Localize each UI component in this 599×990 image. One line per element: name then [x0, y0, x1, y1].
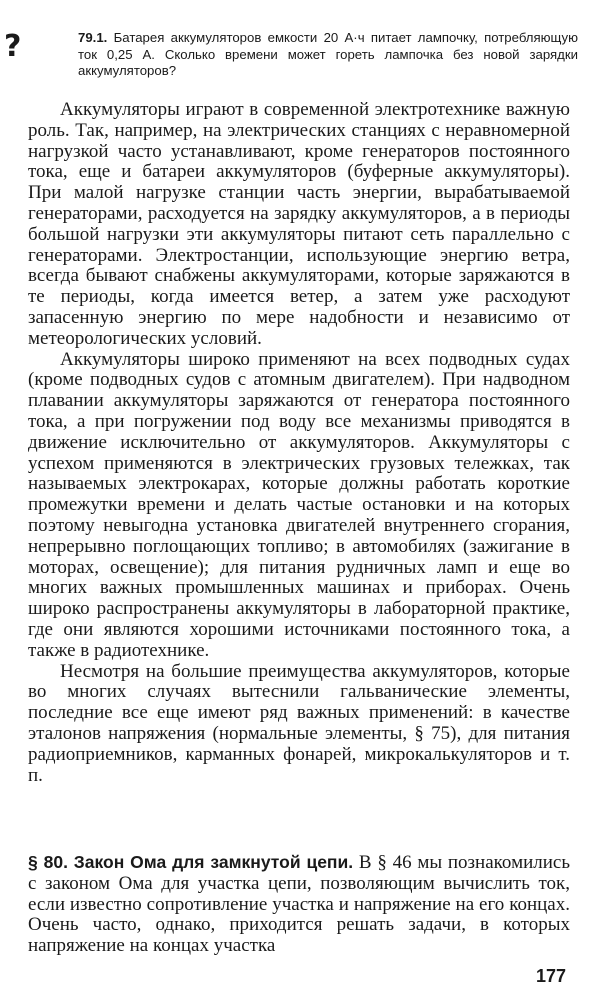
- problem-number: 79.1.: [78, 30, 108, 45]
- problem-block: [0, 30, 599, 90]
- problem-text: [78, 30, 578, 80]
- paragraph-2: Аккумуляторы широко применяют на всех подводных судах (кроме подводных судов с атомным двигателем). При надводном плавании аккумуляторы заряжаются от генератора постоянного тока, а при погружении под воду все механизмы приводятся в движение исключительно от аккумуляторов. Аккумуляторы с успехом применяются в электрических грузовых тележках, так называемых электрокарах, которые должны работать короткие промежутки времени и делать частые остановки и на которых поэтому невыгодна установка двигателей внутреннего сгорания, непрерывно поглощающих топливо; в автомобилях (зажигание в моторах, освещение); для питания рудничных ламп и еще во многих важных промышленных машинах и приборах. Очень широко распространены аккумуляторы в лабораторной практике, где они являются хорошими источниками постоянного тока, а также в радиотехнике.: [28, 348, 570, 661]
- section-text: В § 46 мы познакомились с законом Ома для участка цепи, позволяющим вычислить ток, если известно сопротивление участка и напряжение на его концах. Очень часто, однако, приходится решать задачи, в которых напряжение на концах участка: [28, 852, 571, 957]
- problem-statement: Батарея аккумуляторов емкости 20 А·ч питает лампочку, потребляющую ток 0,25 А. Сколько времени может гореть лампочка без новой зарядки аккумуляторов?: [78, 30, 578, 79]
- paragraph-3: Несмотря на большие преимущества аккумуляторов, которые во многих случаях вытеснили гальванические элементы, последние все еще имеют ряд важных применений: в качестве эталонов напряжения (нормальные элементы, § 75), для питания радиоприемников, карманных фонарей, микрокалькуляторов и т. п.: [28, 660, 570, 786]
- section-80: [28, 852, 570, 957]
- question-mark-icon: ?: [4, 29, 22, 64]
- page-number: 177: [536, 966, 567, 986]
- section-heading: § 80. Закон Ома для замкнутой цепи.: [28, 852, 354, 872]
- main-text: [28, 100, 570, 786]
- paragraph-1: Аккумуляторы играют в современной электротехнике важную роль. Так, например, на электрических станциях с неравномерной нагрузкой часто устанавливают, кроме генераторов постоянного тока, еще и батареи аккумуляторов (буферные аккумуляторы). При малой нагрузке станции часть энергии, вырабатываемой генераторами, расходуется на зарядку аккумуляторов, а в периоды большой нагрузки эти аккумуляторы питают сеть параллельно с генераторами. Электростанции, использующие энергию ветра, всегда бывают снабжены аккумуляторами, которые заряжаются в те периоды, когда имеется ветер, а затем уже расходуют запасенную энергию по мере надобности и независимо от метеорологических условий.: [28, 99, 570, 349]
